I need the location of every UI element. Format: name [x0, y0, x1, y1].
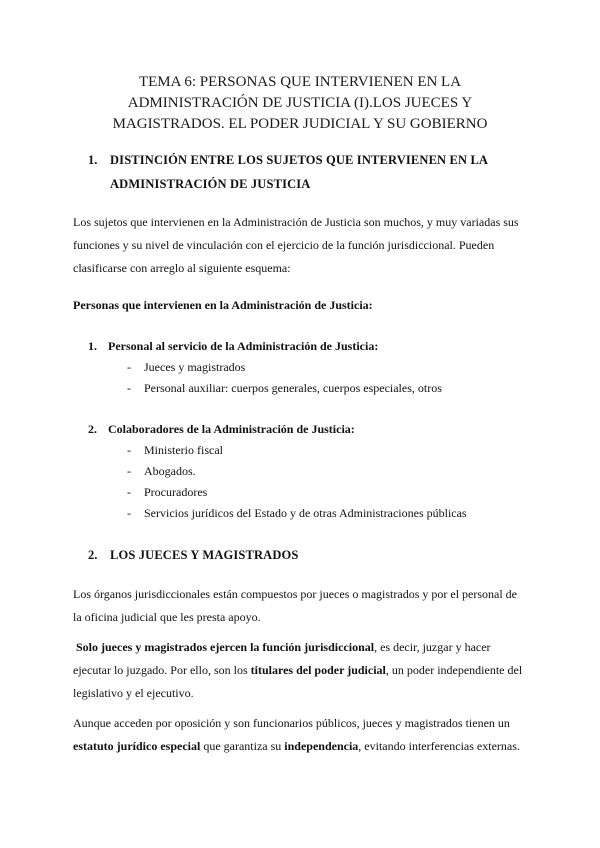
para-2-line-3: legislativo y el ejecutivo. [73, 686, 194, 700]
title-line-3: MAGISTRADOS. EL PODER JUDICIAL Y SU GOBIERNO [112, 116, 488, 132]
section-2-heading [88, 543, 538, 567]
bullet-dash: - [127, 443, 131, 457]
title-line-1: TEMA 6: PERSONAS QUE INTERVIENEN EN LA [138, 74, 462, 90]
group-2-number: 2. [88, 422, 97, 436]
document-title [60, 72, 540, 135]
para-2-text-2: , un poder independiente del [385, 663, 523, 677]
title-line-2: ADMINISTRACIÓN DE JUSTICIA (I).LOS JUECES Y [127, 95, 473, 111]
group-2-heading [88, 419, 528, 439]
para-3-bold-2: independencia [284, 739, 359, 753]
intro-line-2: funciones y su nivel de vinculación con el ejercicio de la función jurisdiccional. Pueden [73, 238, 495, 252]
list-heading: Personas que intervienen en la Administración de Justicia: [73, 298, 373, 312]
para-2-bold-2: titulares del poder judicial [250, 663, 386, 677]
list-item: - Procuradores [127, 482, 547, 503]
para-2-text-1: , es decir, juzgar y hacer [374, 640, 491, 654]
para-2-bold-1: Solo jueces y magistrados ejercen la función jurisdiccional [76, 640, 375, 654]
intro-paragraph [73, 211, 533, 280]
para-1-line-2: la oficina judicial que les presta apoyo. [73, 610, 261, 624]
group-2-list [127, 440, 547, 524]
para-2-line-1 [73, 636, 533, 659]
group-1-list [127, 357, 547, 399]
group-1-number: 1. [88, 339, 97, 353]
group-2-label: Colaboradores de la Administración de Justicia: [108, 422, 355, 436]
para-2-line-2 [73, 659, 533, 682]
list-item: - Ministerio fiscal [127, 440, 547, 461]
section-1-heading [88, 148, 538, 196]
section-2-title: LOS JUECES Y MAGISTRADOS [110, 548, 299, 562]
paragraph-2 [73, 636, 533, 705]
para-3-text-1: que garantiza su [200, 739, 285, 753]
paragraph-1 [73, 583, 533, 629]
list-item: - Servicios jurídicos del Estado y de otras Administraciones públicas [127, 503, 547, 524]
section-2-number: 2. [88, 548, 98, 562]
para-3-line-2 [73, 735, 533, 758]
list-item: - Personal auxiliar: cuerpos generales, cuerpos especiales, otros [127, 378, 547, 399]
para-2-line-2-text: ejecutar lo juzgado. Por ello, son los [73, 663, 251, 677]
bullet-dash: - [127, 381, 131, 395]
group-1-heading [88, 336, 528, 356]
section-1-number: 1. [88, 153, 98, 167]
list-item: - Jueces y magistrados [127, 357, 547, 378]
para-3-bold-1: estatuto jurídico especial [73, 739, 201, 753]
section-1-heading-line-1: DISTINCIÓN ENTRE LOS SUJETOS QUE INTERVIENEN EN LA [110, 153, 489, 167]
bullet-dash: - [127, 464, 131, 478]
group-1-label: Personal al servicio de la Administración de Justicia: [108, 339, 379, 353]
intro-line-1: Los sujetos que intervienen en la Administración de Justicia son muchos, y muy variadas sus [73, 215, 519, 229]
paragraph-3 [73, 712, 533, 758]
bullet-dash: - [127, 485, 131, 499]
para-3-text-2: , evitando interferencias externas. [358, 739, 520, 753]
section-1-heading-line-2: ADMINISTRACIÓN DE JUSTICIA [110, 177, 311, 191]
bullet-dash: - [127, 506, 131, 520]
list-item: - Abogados. [127, 461, 547, 482]
para-3-line-1: Aunque acceden por oposición y son funcionarios públicos, jueces y magistrados tienen un [73, 716, 510, 730]
para-1-line-1: Los órganos jurisdiccionales están compuestos por jueces o magistrados y por el personal de [73, 587, 518, 601]
intro-line-3: clasificarse con arreglo al siguiente esquema: [73, 261, 291, 275]
bullet-dash: - [127, 360, 131, 374]
